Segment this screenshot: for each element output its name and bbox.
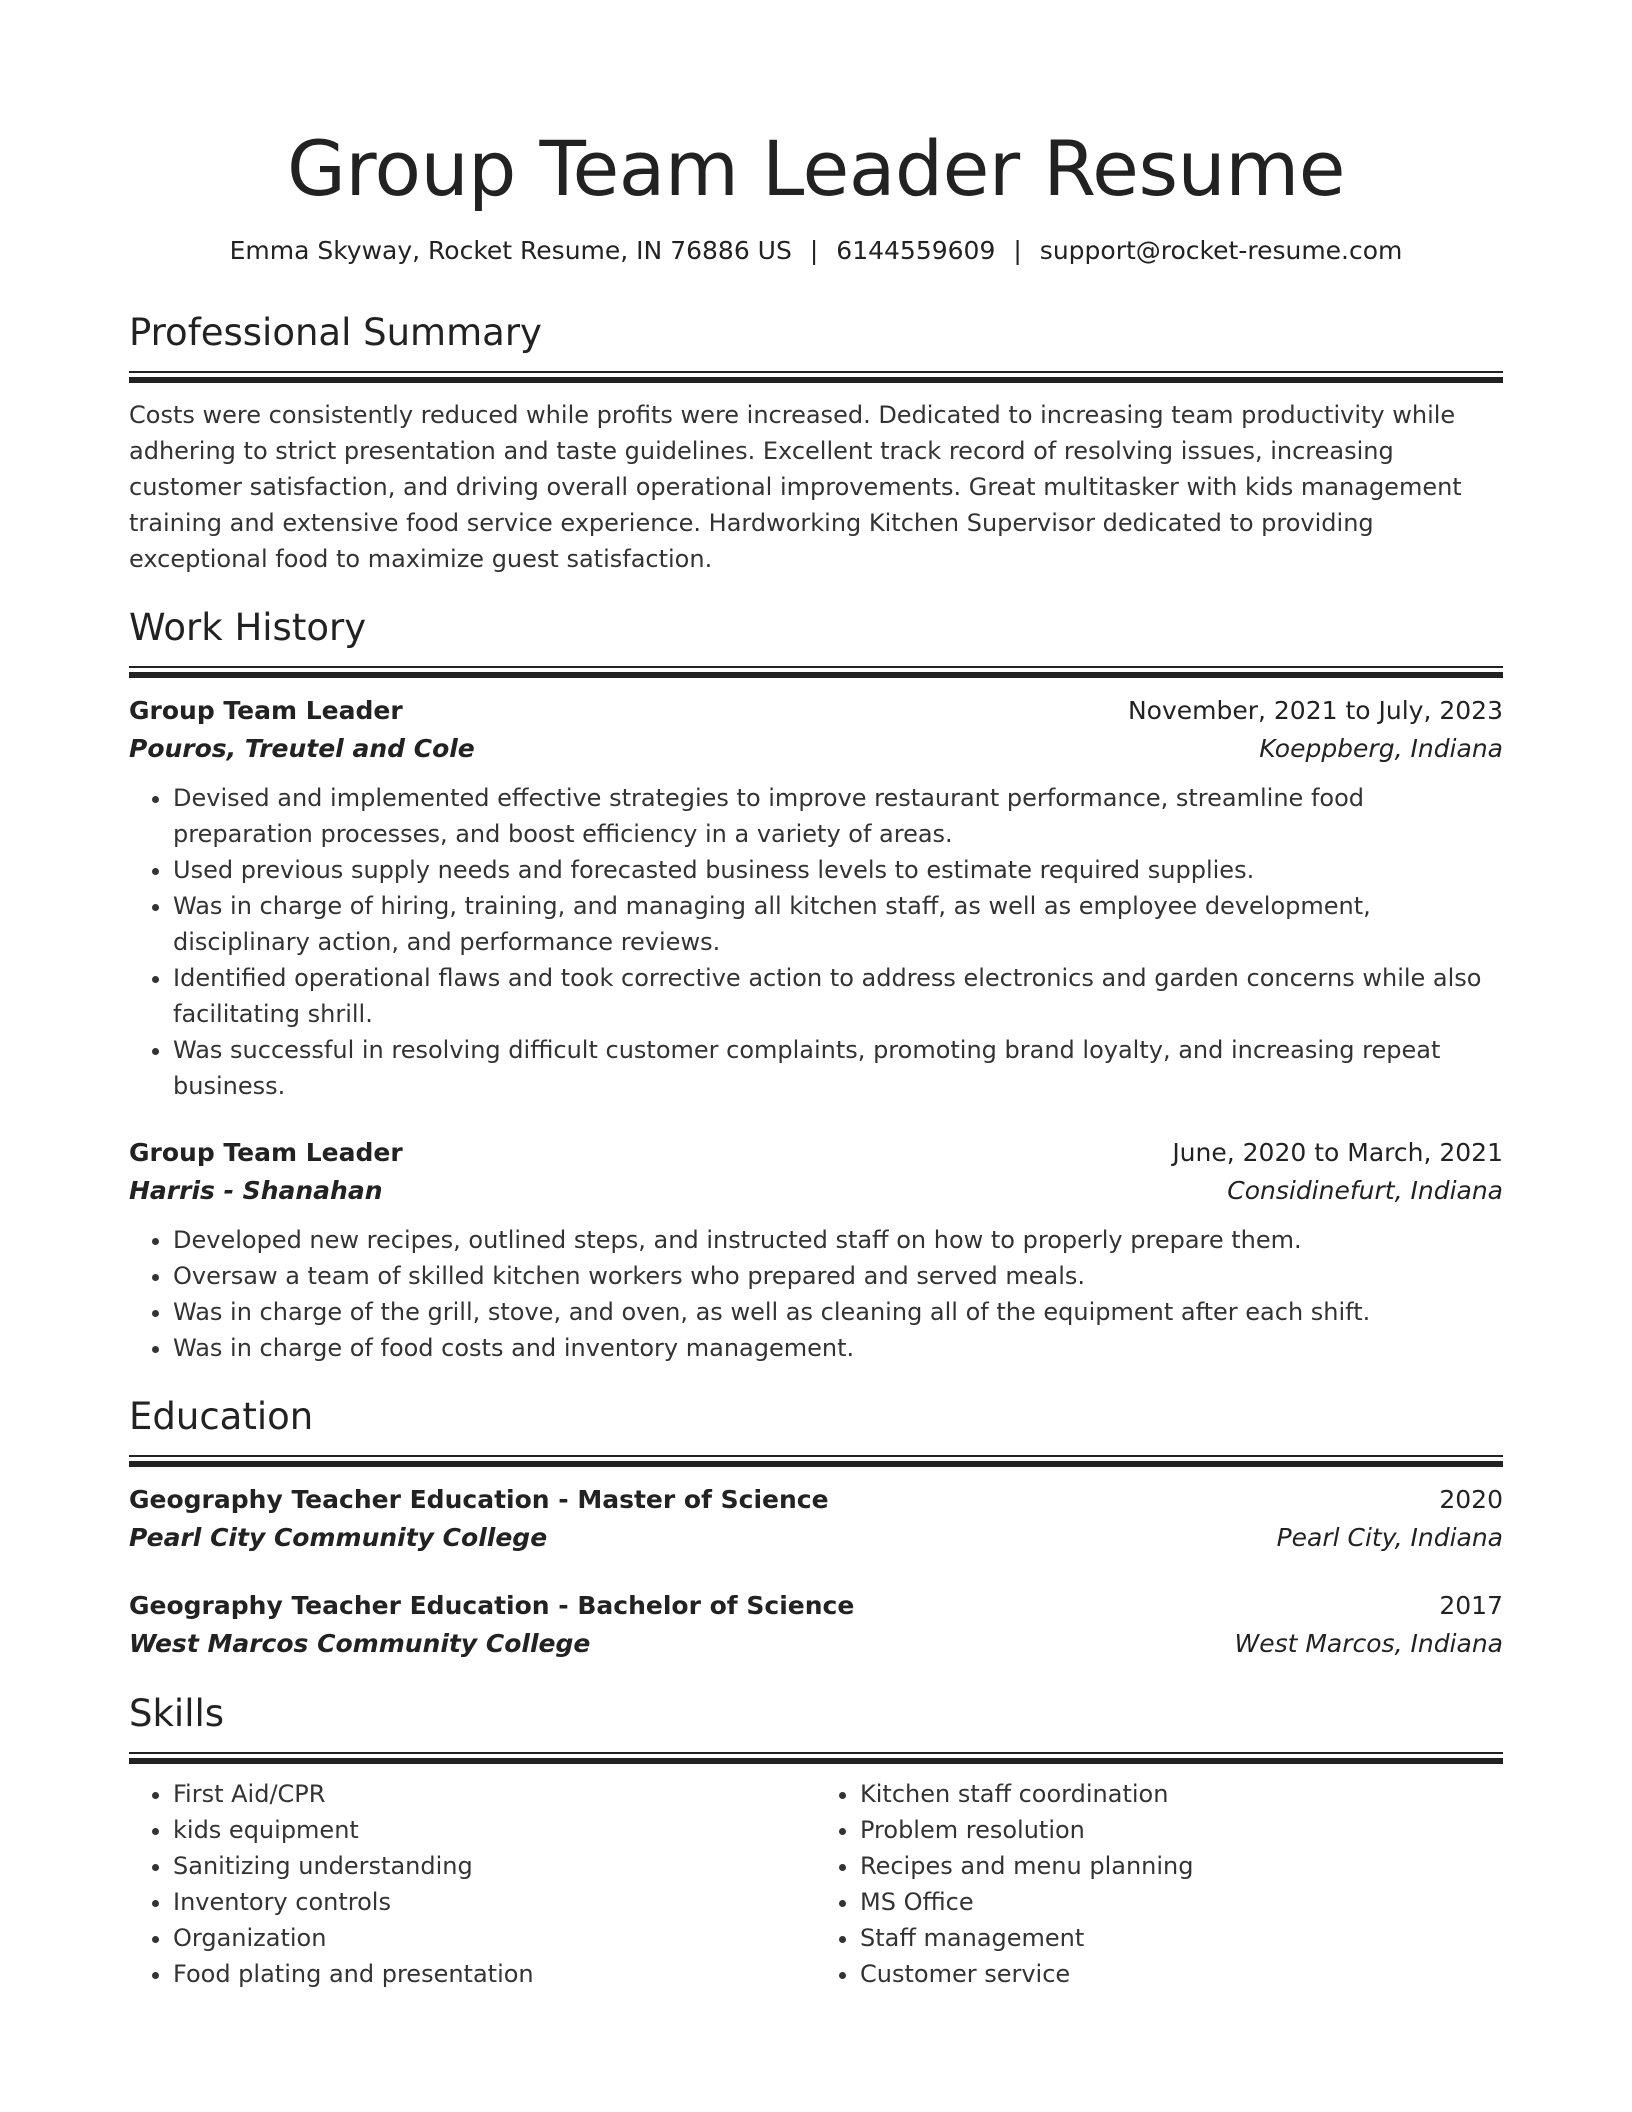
summary-section — [129, 308, 1503, 577]
list-item: • Was in charge of hiring, training, and managing all kitchen staff, as well as employee development, disciplinary action, and performance reviews. — [173, 888, 1503, 960]
school-name: West Marcos Community College — [129, 1629, 591, 1658]
job-bullets — [129, 780, 1503, 1104]
education-section — [129, 1392, 1503, 1663]
skills-list — [129, 1776, 816, 1992]
section-divider — [129, 371, 1503, 383]
degree-title: Geography Teacher Education - Master of Science — [129, 1485, 829, 1514]
section-divider — [129, 666, 1503, 678]
list-item: • Inventory controls — [173, 1884, 816, 1920]
list-item: • Identified operational flaws and took corrective action to address electronics and garden concerns while also facilitating shrill. — [173, 960, 1503, 1032]
list-item: • Organization — [173, 1920, 816, 1956]
work-history-section — [129, 603, 1503, 1366]
contact-separator: | — [809, 236, 819, 265]
job-title: Group Team Leader — [129, 696, 403, 725]
list-item: • kids equipment — [173, 1812, 816, 1848]
work-history-heading: Work History — [129, 606, 367, 649]
job-entry — [129, 692, 1503, 1104]
list-item: • MS Office — [860, 1884, 1503, 1920]
list-item: • Food plating and presentation — [173, 1956, 816, 1992]
resume-title: Group Team Leader Resume — [286, 124, 1345, 213]
summary-heading: Professional Summary — [129, 311, 542, 354]
contact-separator: | — [1013, 236, 1022, 265]
skills-heading: Skills — [129, 1692, 225, 1735]
list-item: • Devised and implemented effective strategies to improve restaurant performance, streamline food preparation processes, and boost efficiency in a variety of areas. — [173, 780, 1503, 852]
section-divider — [129, 1752, 1503, 1764]
skills-column-left — [129, 1776, 816, 1992]
list-item: • Staff management — [860, 1920, 1503, 1956]
list-item: • Oversaw a team of skilled kitchen workers who prepared and served meals. — [173, 1258, 1503, 1294]
contact-email: support@rocket-resume.com — [1039, 236, 1403, 265]
skills-grid — [129, 1776, 1503, 1992]
education-heading: Education — [129, 1395, 314, 1438]
job-company: Harris - Shanahan — [129, 1176, 383, 1205]
list-item: • Was successful in resolving difficult customer complaints, promoting brand loyalty, and increasing repeat business. — [173, 1032, 1503, 1104]
job-location: Koeppberg, Indiana — [1259, 734, 1503, 763]
list-item: • Problem resolution — [860, 1812, 1503, 1848]
job-title: Group Team Leader — [129, 1138, 403, 1167]
list-item: • Customer service — [860, 1956, 1503, 1992]
list-item: • Developed new recipes, outlined steps, and instructed staff on how to properly prepare them. — [173, 1222, 1503, 1258]
job-company: Pouros, Treutel and Cole — [129, 734, 475, 763]
list-item: • Kitchen staff coordination — [860, 1776, 1503, 1812]
degree-year: 2017 — [1439, 1591, 1503, 1620]
job-entry — [129, 1134, 1503, 1366]
list-item: • Recipes and menu planning — [860, 1848, 1503, 1884]
section-divider — [129, 1455, 1503, 1467]
contact-line — [129, 234, 1503, 268]
list-item: • Was in charge of the grill, stove, and oven, as well as cleaning all of the equipment after each shift. — [173, 1294, 1503, 1330]
school-location: West Marcos, Indiana — [1234, 1629, 1503, 1658]
summary-text: Costs were consistently reduced while profits were increased. Dedicated to increasing team productivity while adhering to strict presentation and taste guidelines. Excellent track record of resolving issues, increasing customer satisfaction, and driving overall operational improvements. Great multitasker with kids management training and extensive food service experience. Hardworking Kitchen Supervisor dedicated to providing exceptional food to maximize guest satisfaction. — [129, 401, 1462, 573]
list-item: • Sanitizing understanding — [173, 1848, 816, 1884]
skills-list — [816, 1776, 1503, 1992]
job-dates: November, 2021 to July, 2023 — [1127, 696, 1503, 725]
contact-address: Emma Skyway, Rocket Resume, IN 76886 US — [229, 236, 792, 265]
list-item: • Was in charge of food costs and inventory management. — [173, 1330, 1503, 1366]
school-name: Pearl City Community College — [129, 1523, 548, 1552]
list-item: • First Aid/CPR — [173, 1776, 816, 1812]
job-dates: June, 2020 to March, 2021 — [1172, 1138, 1503, 1167]
education-entry — [129, 1481, 1503, 1557]
skills-section — [129, 1689, 1503, 1992]
contact-phone: 6144559609 — [836, 236, 996, 265]
list-item: • Used previous supply needs and forecasted business levels to estimate required supplies. — [173, 852, 1503, 888]
degree-year: 2020 — [1439, 1485, 1503, 1514]
skills-column-right — [816, 1776, 1503, 1992]
school-location: Pearl City, Indiana — [1276, 1523, 1503, 1552]
job-bullets — [129, 1222, 1503, 1366]
degree-title: Geography Teacher Education - Bachelor of Science — [129, 1591, 855, 1620]
education-entry — [129, 1587, 1503, 1663]
job-location: Considinefurt, Indiana — [1227, 1176, 1503, 1205]
